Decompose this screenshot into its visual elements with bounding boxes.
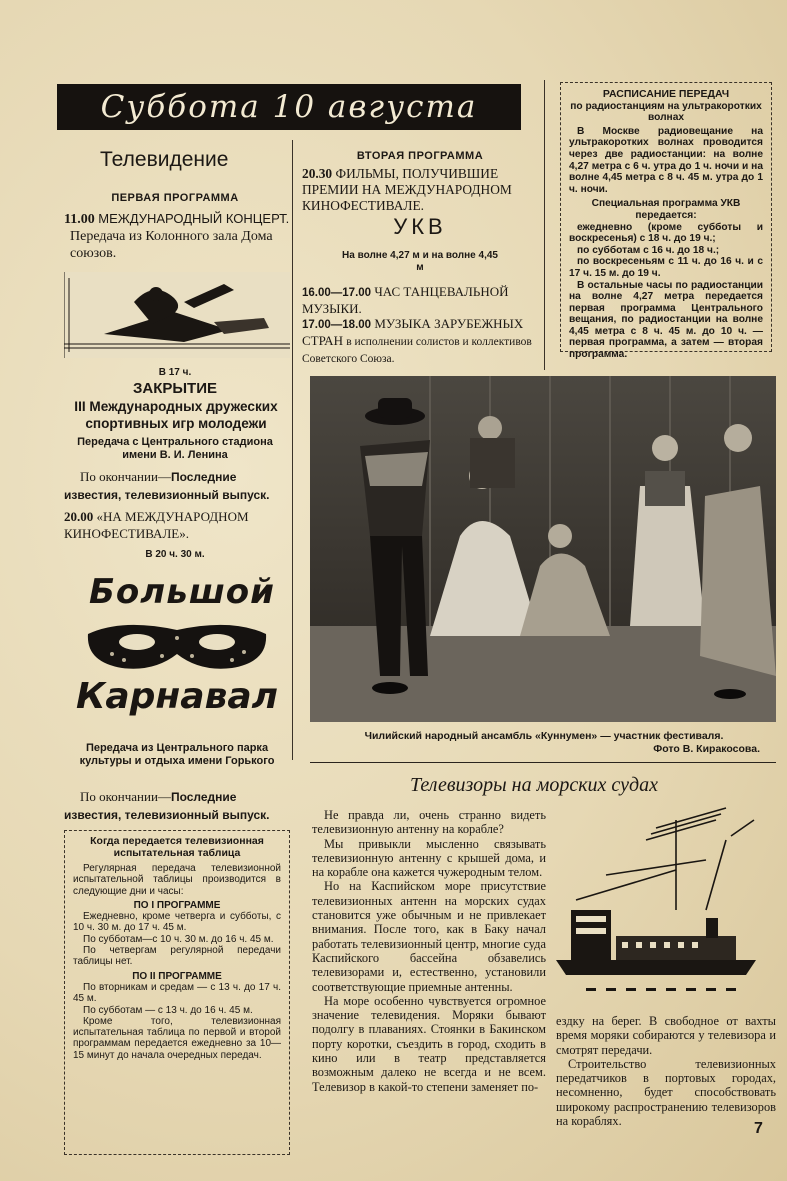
article-p5: ездку на берег. В свободное от вахты время моряки собираются у телевизора и смотрят передачи. [556, 1014, 776, 1057]
item-time: 11.00 [64, 212, 95, 227]
item-time: 20.30 [302, 166, 333, 181]
photo-caption: Чилийский народный ансамбль «Куннумен» — участник фестиваля. [364, 730, 724, 742]
ukv-waves: На волне 4,27 м и на волне 4,45 м [342, 250, 498, 273]
column-divider [292, 140, 293, 760]
item-title: МЕЖДУНАРОДНЫЙ КОНЦЕРТ. [98, 211, 290, 226]
time-17: В 17 ч. [158, 367, 192, 378]
after-prefix: По окончании— [80, 789, 171, 804]
tv-heading: Телевидение [100, 148, 229, 171]
mask-icon [82, 616, 272, 676]
photo-credit: Фото В. Киракосова. [653, 743, 760, 755]
item-time: 17.00—18.00 [302, 319, 372, 331]
carnival-desc: Передача из Центрального парка культуры и отдыха имени Горького [79, 742, 275, 767]
closing-subtitle: III Международных дружеских спортивных игр молодежи [74, 399, 278, 431]
schedule-p3: по субботам с 16 ч. до 18 ч.; [577, 244, 720, 256]
time-2030: В 20 ч. 30 м. [145, 549, 205, 560]
box-p1a: Ежедневно, кроме четверга и субботы, с 10 ч. 30 м. до 17 ч. 45 м. [73, 911, 281, 934]
schedule-title: РАСПИСАНИЕ ПЕРЕДАЧ [602, 88, 730, 100]
box-prog2: ПО II ПРОГРАММЕ [132, 970, 222, 982]
item-title: МУЗЫКА ЗАРУБЕЖНЫХ СТРАН [302, 316, 524, 348]
schedule-p2: ежедневно (кроме субботы и воскресенья) с 18 ч. до 19 ч.; [569, 221, 763, 245]
box-title: Когда передается телевизионная испытательная таблица [90, 835, 264, 859]
program-item [302, 284, 540, 317]
item-desc: Передача из Колонного зала Дома союзов. [70, 229, 273, 261]
schedule-special: Специальная программа УКВ передается: [591, 198, 741, 221]
ukv-heading: УКВ [393, 214, 447, 239]
article-column-1 [312, 808, 546, 1094]
section-divider [310, 762, 776, 763]
article-p1: Не правда ли, очень странно видеть телевизионную антенну на корабле? [312, 808, 546, 837]
article-p6: Строительство телевизионных передатчиков в портовых городах, несомненно, будет способствовать широкому распространению телевизоров на кораблях. [556, 1056, 776, 1129]
schedule-p1: В Москве радиовещание на ультракоротких волнах проводится через две радиостанции: на волне 4,27 метра с 6 ч. утра до 1 ч. ночи и на волне 4,45 метра с 8 ч. 45 м. утра до 1 ч. ночи. [569, 125, 763, 195]
box-p2b: По субботам — с 13 ч. до 16 ч. 45 м. [83, 1004, 253, 1016]
closing-desc: Передача с Центрального стадиона имени В. И. Ленина [77, 436, 273, 461]
box-p1b: По субботам—с 10 ч. 30 м. до 16 ч. 45 м. [83, 933, 274, 945]
box-intro: Регулярная передача телевизионной испытательной таблицы производится в следующие дни и часы: [73, 863, 281, 897]
schedule-subtitle: по радиостанциям на ультракоротких волнах [570, 100, 762, 124]
carnival-after [64, 788, 290, 824]
second-program-heading: ВТОРАЯ ПРОГРАММА [356, 150, 484, 162]
ensemble-photo [310, 376, 776, 722]
program-item [64, 210, 290, 262]
schedule-p4: по воскресеньям с 11 ч. до 16 ч. и с 17 ч. 15 м. до 19 ч. [569, 256, 763, 279]
first-program-heading: ПЕРВАЯ ПРОГРАММА [111, 192, 239, 204]
closing-title: ЗАКРЫТИЕ [132, 380, 218, 397]
photo-image [310, 376, 776, 722]
article-p2: Мы привыкли мысленно связывать телевизионную антенну с крышей дома, и на корабле она кажется чужеродным телом. [312, 836, 546, 880]
carnival-word-1: Большой [89, 572, 275, 612]
item-time: 16.00—17.00 [302, 287, 372, 299]
after-prefix: По окончании— [80, 469, 171, 484]
ship-illustration [556, 800, 776, 1010]
test-table-box [64, 830, 290, 1155]
item-time: 20.00 [64, 509, 94, 524]
box-p2c: Кроме того, телевизионная испытательная таблица по первой и второй программам передается ежедневно за 10—15 минут до начала очередных передач. [73, 1015, 281, 1061]
item-title: «НА МЕЖДУНАРОДНОМ КИНОФЕСТИВАЛЕ». [64, 509, 249, 541]
program-item [302, 166, 540, 214]
radio-schedule-box [560, 82, 772, 361]
item-title: ФИЛЬМЫ, ПОЛУЧИВШИЕ ПРЕМИИ НА МЕЖДУНАРОДНОМ КИНОФЕСТИВАЛЕ. [302, 166, 512, 213]
schedule-p5: В остальные часы по радиостанции на волне 4,27 метра передается первая программа Центрального вещания, по радиостанции на волне 4,45 метра с 8 ч. 45 м. до 10 ч. — первая программа, а затем — вторая программа. [569, 279, 763, 361]
program-item [64, 508, 290, 542]
carnival-logo [64, 572, 290, 732]
box-p1c: По четвергам регулярной передачи таблицы нет. [73, 945, 281, 968]
after-bold: Последние известия, телевизионный выпуск. [64, 470, 270, 502]
column-divider [544, 80, 545, 370]
item-title: ЧАС ТАНЦЕВАЛЬНОЙ МУЗЫКИ. [302, 284, 509, 316]
article-p3: Но на Каспийском море присутствие телевизионных антенн на морских судах становится уже обычным и не привлекает внимания. После того, как в Баку начал работать телевизионный центр, многие суда Каспийского бассейна обзавелись телевизорами и, естественно, установили соответствующие приемные антенны. [312, 879, 546, 994]
box-prog1: ПО I ПРОГРАММЕ [133, 899, 221, 911]
after-bold: Последние известия, телевизионный выпуск. [64, 790, 270, 822]
item-desc: в исполнении солистов и коллективов Советского Союза. [302, 336, 532, 365]
article-title: Телевизоры на морских судах [410, 774, 658, 796]
carnival-word-2: Карнавал [75, 676, 279, 717]
date-banner: Суббота 10 августа [57, 84, 521, 130]
page-number: 7 [754, 1120, 763, 1137]
closing-after [64, 468, 290, 504]
article-column-2 [556, 1014, 776, 1128]
box-p2a: По вторникам и средам — с 13 ч. до 17 ч. 45 м. [73, 981, 281, 1005]
concert-illustration [64, 272, 290, 358]
program-item [302, 316, 540, 367]
article-p4: На море особенно чувствуется огромное значение телевидения. Моряки бывают подолгу в плаваниях. Стоянки в Бакинском порту коротки, съездить в город, сходить в кино или в театр представляется возможным далеко не всегда и не всем. Телевизор в какой-то степени заменяет по- [312, 993, 546, 1094]
